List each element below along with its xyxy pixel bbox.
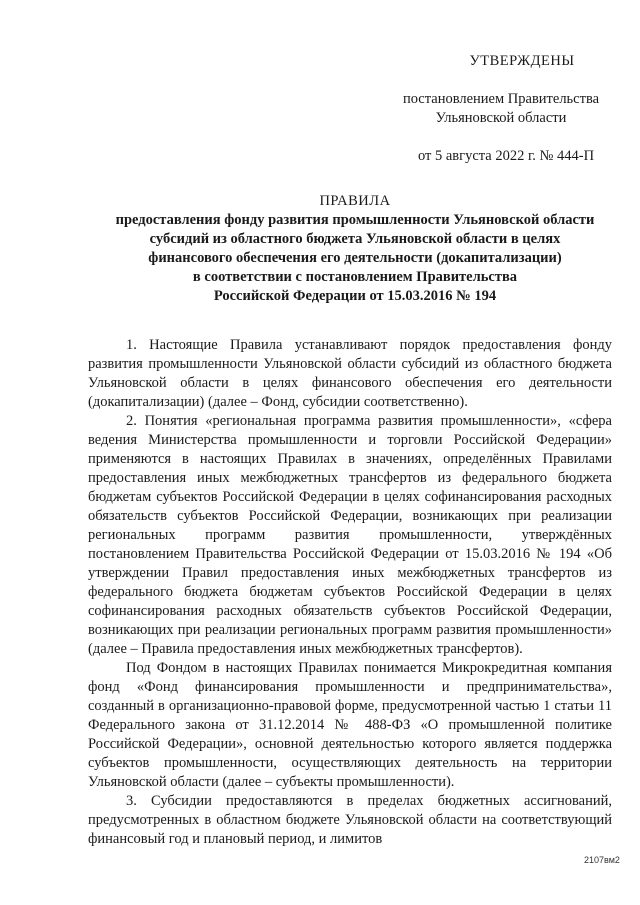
- paragraph-1: 1. Настоящие Правила устанавливают порядок предоставления фонду развития промышленности Ульяновской области субсидий из областного бюджета Ульяновской области в целях финансового обеспечения его деятельности (докапитализации) (далее – Фонд, субсидии соответственно).: [88, 337, 612, 410]
- title-main: ПРАВИЛА: [319, 193, 391, 209]
- footer-document-code: 2107вм2: [584, 855, 620, 865]
- title-line: субсидий из областного бюджета Ульяновской области в целях: [149, 231, 561, 247]
- approved-label: УТВЕРЖДЕНЫ: [469, 53, 575, 69]
- title-line: в соответствии с постановлением Правительства: [192, 269, 518, 285]
- document-title: [88, 192, 622, 306]
- approved-by-line-1: постановлением Правительства: [402, 91, 600, 107]
- paragraph-fund-definition: Под Фондом в настоящих Правилах понимается Микрокредитная компания фонд «Фонд финансирования промышленности и предпринимательства», созданный в организационно-правовой форме, предусмотренной частью 1 статьи 11 Федерального закона от 31.12.2014 № 488-ФЗ «О промышленной политике Российской Федерации», основной деятельностью которого является поддержка субъектов промышленности, осуществляющих деятельность на территории Ульяновской области (далее – субъекты промышленности).: [88, 660, 612, 790]
- paragraph-3: 3. Субсидии предоставляются в пределах бюджетных ассигнований, предусмотренных в областном бюджете Ульяновской области на соответствующий финансовый год и плановый период, и лимитов: [88, 793, 612, 847]
- paragraph-2: 2. Понятия «региональная программа развития промышленности», «сфера ведения Министерства промышленности и торговли Российской Федерации» применяются в настоящих Правилах в значениях, определённых Правилами предоставления иных межбюджетных трансфертов из федерального бюджета бюджетам субъектов Российской Федерации в целях софинансирования расходных обязательств субъектов Российской Федерации, возникающих при реализации региональных программ развития промышленности, утверждённых постановлением Правительства Российской Федерации от 15.03.2016 № 194 «Об утверждении Правил предоставления иных межбюджетных трансфертов из федерального бюджета бюджетам субъектов Российской Федерации в целях софинансирования расходных обязательств субъектов Российской Федерации, возникающих при реализации региональных программ развития промышленности» (далее – Правила предоставления иных межбюджетных трансфертов).: [88, 413, 612, 657]
- approved-by-line-2: Ульяновской области: [435, 110, 567, 126]
- approval-date: от 5 августа 2022 г. № 444-П: [417, 148, 595, 164]
- approval-stamp: [384, 52, 608, 166]
- title-line: Российской Федерации от 15.03.2016 № 194: [213, 288, 497, 304]
- title-line: финансового обеспечения его деятельности (докапитализации): [148, 250, 562, 266]
- document-body: [88, 336, 612, 849]
- title-line: предоставления фонду развития промышленности Ульяновской области: [115, 212, 595, 228]
